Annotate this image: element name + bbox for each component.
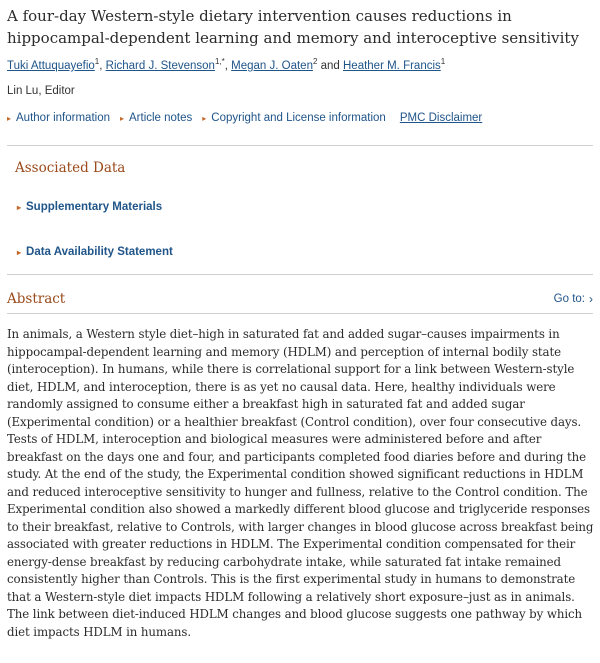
author-separator: , xyxy=(99,59,106,72)
article-notes-toggle[interactable] xyxy=(120,112,192,124)
associated-data-section xyxy=(7,145,593,275)
triangle-right-icon: ▸ xyxy=(202,113,207,123)
article-title: A four-day Western-style dietary intervention causes reductions in hippocampal-dependent learning and memory and interoceptive sensitivity xyxy=(7,7,579,47)
author-link-stevenson[interactable]: Richard J. Stevenson xyxy=(105,59,215,72)
author-affiliation-sup: 1 xyxy=(94,57,100,66)
goto-menu-button[interactable] xyxy=(554,292,593,306)
author-affiliation-sup: 2 xyxy=(312,57,318,66)
editor-line: Lin Lu, Editor xyxy=(7,85,75,97)
author-link-francis[interactable]: Heather M. Francis xyxy=(343,59,441,72)
author-information-toggle[interactable] xyxy=(7,112,110,124)
author-affiliation-sup: 1,* xyxy=(214,57,225,66)
author-affiliation-sup: 1 xyxy=(440,57,446,66)
pmc-disclaimer-link[interactable]: PMC Disclaimer xyxy=(399,112,483,124)
author-information-label: Author information xyxy=(16,112,110,124)
supplementary-materials-toggle[interactable] xyxy=(17,201,162,213)
article-meta-links xyxy=(7,112,593,124)
data-availability-toggle[interactable] xyxy=(17,246,173,258)
associated-data-title: Associated Data xyxy=(15,160,126,176)
triangle-right-icon: ▸ xyxy=(119,113,124,123)
author-link-attuquayefio[interactable]: Tuki Attuquayefio xyxy=(7,59,95,72)
triangle-right-icon: ▸ xyxy=(17,202,22,212)
chevron-right-icon: › xyxy=(589,292,593,306)
abstract-text: In animals, a Western style diet–high in saturated fat and added sugar–causes impairments in hippocampal-dependent learning and memory (HDLM) and perception of internal bodily state (interoception). In humans, while there is correlational support for a link between Western-style diet, HDLM, and interoception, there is as yet no causal data. Here, healthy individuals were randomly assigned to consume either a breakfast high in saturated fat and added sugar (Experimental condition) or a healthier breakfast (Control condition), over four consecutive days. Tests of HDLM, interoception and biological measures were administered before and after breakfast on the days one and four, and participants completed food diaries before and during the study. At the end of the study, the Experimental condition showed significant reductions in HDLM and reduced interoceptive sensitivity to hunger and fullness, relative to the Control condition. The Experimental condition also showed a markedly different blood glucose and triglyceride responses to their breakfast, relative to Controls, with larger changes in blood glucose across breakfast being associated with greater reductions in HDLM. The Experimental condition compensated for their energy-dense breakfast by reducing carbohydrate intake, while saturated fat intake remained consistently higher than Controls. This is the first experimental study in humans to demonstrate that a Western-style diet impacts HDLM following a relatively short exposure–just as in animals. The link between diet-induced HDLM changes and blood glucose suggests one pathway by which diet impacts HDLM in humans. xyxy=(7,327,594,639)
triangle-right-icon: ▸ xyxy=(17,247,22,257)
author-list xyxy=(7,57,593,72)
copyright-toggle[interactable] xyxy=(202,112,386,124)
goto-label: Go to: xyxy=(553,293,585,305)
supplementary-materials-label: Supplementary Materials xyxy=(26,201,163,213)
author-conjunction: and xyxy=(317,59,343,72)
author-separator: , xyxy=(224,59,232,72)
author-link-oaten[interactable]: Megan J. Oaten xyxy=(231,59,313,72)
data-availability-label: Data Availability Statement xyxy=(26,246,173,258)
article-notes-label: Article notes xyxy=(129,112,193,124)
abstract-title: Abstract xyxy=(7,291,66,307)
copyright-label: Copyright and License information xyxy=(211,112,386,124)
triangle-right-icon: ▸ xyxy=(7,113,12,123)
abstract-header xyxy=(7,289,593,314)
